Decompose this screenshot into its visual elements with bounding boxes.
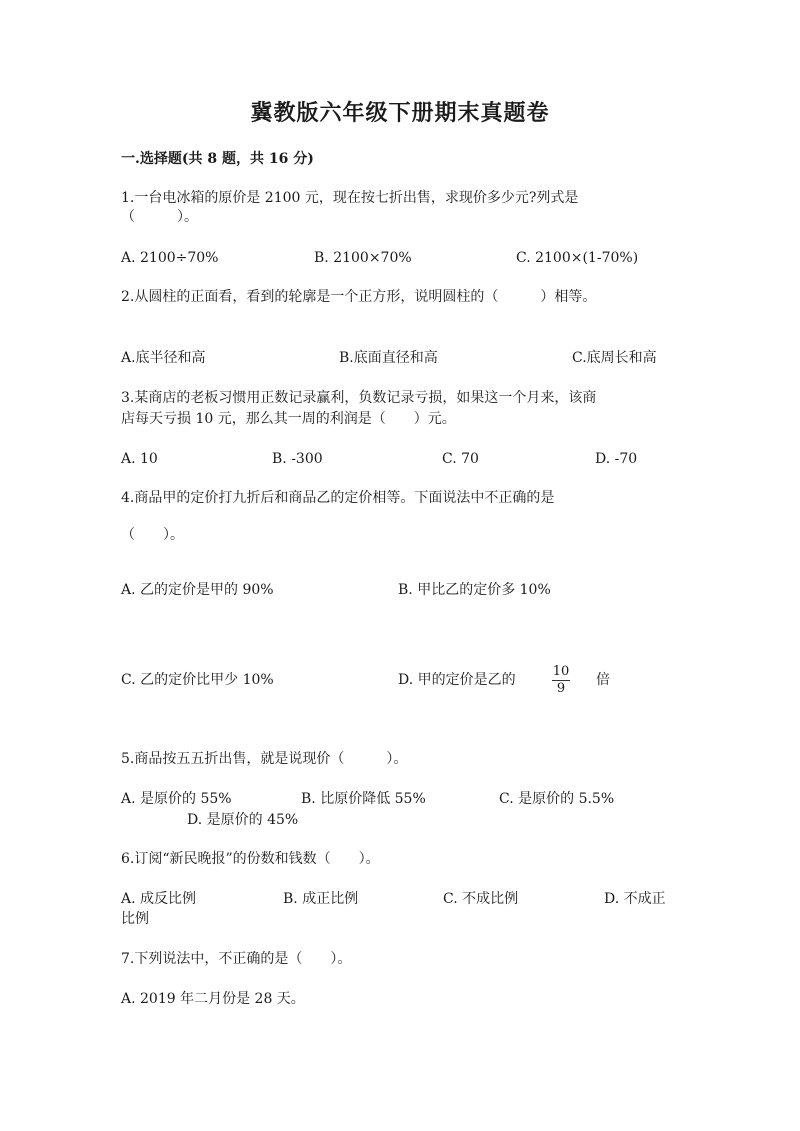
question-5-text: 5.商品按五五折出售，就是说现价（ ）。 xyxy=(121,751,408,767)
option-6d: D. 不成正 xyxy=(604,891,666,907)
question-6-text: 6.订阅“新民晚报”的份数和钱数（ ）。 xyxy=(121,851,380,867)
option-1a: A. 2100÷70% xyxy=(121,250,219,266)
option-5a: A. 是原价的 55% xyxy=(121,791,232,807)
option-3b: B. -300 xyxy=(272,451,323,467)
question-3-text-cont: 店每天亏损 10 元，那么其一周的利润是（ ）元。 xyxy=(121,411,456,427)
option-2b: B.底面直径和高 xyxy=(339,350,438,366)
option-6d-wrap: 比例 xyxy=(121,911,149,927)
question-1-text: 1.一台电冰箱的原价是 2100 元，现在按七折出售，求现价多少元?列式是 xyxy=(121,190,579,206)
question-3-text: 3.某商店的老板习惯用正数记录赢利，负数记录亏损，如果这一个月来，该商 xyxy=(121,390,597,406)
option-5c: C. 是原价的 5.5% xyxy=(499,791,615,807)
option-4b: B. 甲比乙的定价多 10% xyxy=(398,582,551,598)
option-1b: B. 2100×70% xyxy=(314,250,412,266)
option-4d: D. 甲的定价是乙的 xyxy=(398,672,516,688)
option-7a: A. 2019 年二月份是 28 天。 xyxy=(121,991,305,1007)
option-6a: A. 成反比例 xyxy=(121,891,197,907)
page-title: 冀教版六年级下册期末真题卷 xyxy=(250,100,550,126)
option-5d: D. 是原价的 45% xyxy=(187,812,299,828)
option-3d: D. -70 xyxy=(595,451,638,467)
option-6b: B. 成正比例 xyxy=(283,891,359,907)
option-4a: A. 乙的定价是甲的 90% xyxy=(121,582,274,598)
fraction-ten-ninths xyxy=(552,665,570,696)
fraction-numerator: 10 xyxy=(552,664,570,679)
option-5b: B. 比原价降低 55% xyxy=(301,791,426,807)
question-4-text: 4.商品甲的定价打九折后和商品乙的定价相等。下面说法中不正确的是 xyxy=(121,490,555,506)
section-heading: 一.选择题(共 8 题，共 16 分) xyxy=(121,151,314,167)
option-4c: C. 乙的定价比甲少 10% xyxy=(121,672,274,688)
option-3a: A. 10 xyxy=(121,451,158,467)
question-1-text-cont: （ ）。 xyxy=(121,209,198,225)
option-1c: C. 2100×(1-70%) xyxy=(516,250,639,266)
option-3c: C. 70 xyxy=(442,451,479,467)
fraction-denominator: 9 xyxy=(556,681,566,696)
option-6c: C. 不成比例 xyxy=(443,891,519,907)
question-7-text: 7.下列说法中，不正确的是（ ）。 xyxy=(121,951,352,967)
question-4-text-cont: （ ）。 xyxy=(121,527,184,543)
question-2-text: 2.从圆柱的正面看，看到的轮廓是一个正方形，说明圆柱的（ ）相等。 xyxy=(121,289,597,305)
option-2a: A.底半径和高 xyxy=(121,350,206,366)
option-4d-suffix: 倍 xyxy=(596,672,610,688)
option-2c: C.底周长和高 xyxy=(572,350,657,366)
